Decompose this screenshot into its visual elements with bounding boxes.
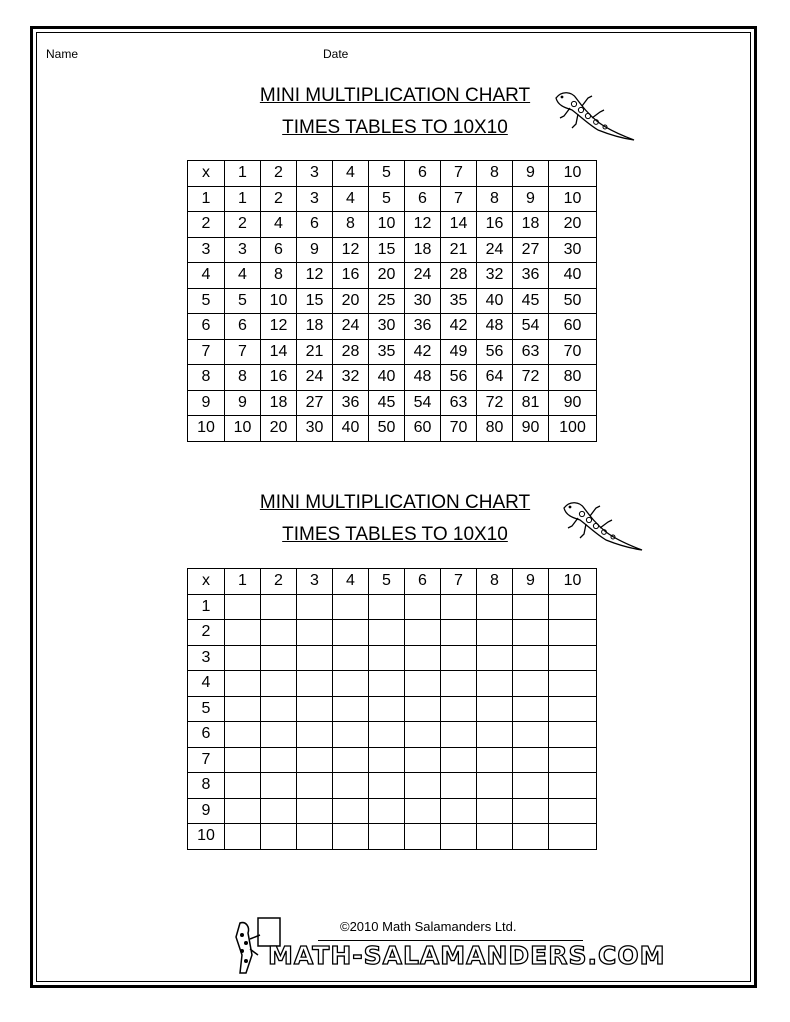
- table-cell: [333, 645, 369, 671]
- table-cell: 6: [261, 237, 297, 263]
- row-header-cell: 2: [188, 212, 225, 238]
- table-cell: 40: [369, 365, 405, 391]
- table-cell: 1: [225, 186, 261, 212]
- table-cell: [513, 798, 549, 824]
- row-header-cell: 7: [188, 747, 225, 773]
- header-cell: 7: [441, 161, 477, 187]
- table-row: [188, 747, 597, 773]
- table-cell: 70: [441, 416, 477, 442]
- table-cell: [225, 671, 261, 697]
- table-cell: 4: [225, 263, 261, 289]
- table-cell: 81: [513, 390, 549, 416]
- table-cell: 15: [297, 288, 333, 314]
- table-cell: 24: [333, 314, 369, 340]
- table-row: [188, 416, 597, 442]
- table-cell: [297, 620, 333, 646]
- table-cell: 30: [405, 288, 441, 314]
- site-logo-text: MATH-SALAMANDERS.COM: [268, 941, 666, 970]
- table-cell: 21: [297, 339, 333, 365]
- table-cell: 3: [225, 237, 261, 263]
- table-cell: [297, 773, 333, 799]
- table-cell: [333, 620, 369, 646]
- table-cell: 18: [297, 314, 333, 340]
- table-cell: 50: [549, 288, 597, 314]
- table-cell: 8: [477, 186, 513, 212]
- table-cell: [369, 798, 405, 824]
- table-cell: 8: [261, 263, 297, 289]
- table-cell: [261, 798, 297, 824]
- table-cell: 12: [297, 263, 333, 289]
- table-cell: 90: [549, 390, 597, 416]
- chart2-title: MINI MULTIPLICATION CHART: [259, 492, 531, 513]
- table-cell: 24: [477, 237, 513, 263]
- table-row: [188, 798, 597, 824]
- table-cell: 35: [441, 288, 477, 314]
- table-cell: [513, 747, 549, 773]
- table-cell: 12: [405, 212, 441, 238]
- table-cell: [297, 645, 333, 671]
- table-cell: 54: [513, 314, 549, 340]
- chart2-table: [187, 568, 597, 850]
- table-cell: [369, 722, 405, 748]
- table-cell: [513, 645, 549, 671]
- table-cell: 15: [369, 237, 405, 263]
- table-cell: 50: [369, 416, 405, 442]
- table-row: [188, 671, 597, 697]
- copyright-text: ©2010 Math Salamanders Ltd.: [340, 919, 517, 934]
- table-row: [188, 161, 597, 187]
- table-cell: [549, 645, 597, 671]
- table-cell: 60: [549, 314, 597, 340]
- table-row: [188, 288, 597, 314]
- table-cell: [225, 747, 261, 773]
- header-cell: 6: [405, 569, 441, 595]
- table-cell: 42: [405, 339, 441, 365]
- table-cell: [513, 594, 549, 620]
- table-cell: 7: [225, 339, 261, 365]
- header-cell: x: [188, 569, 225, 595]
- table-cell: [225, 645, 261, 671]
- table-cell: 20: [549, 212, 597, 238]
- header-cell: 2: [261, 569, 297, 595]
- table-cell: 40: [477, 288, 513, 314]
- header-cell: 4: [333, 161, 369, 187]
- row-header-cell: 6: [188, 314, 225, 340]
- table-row: [188, 722, 597, 748]
- table-cell: [549, 824, 597, 850]
- table-cell: [333, 798, 369, 824]
- row-header-cell: 6: [188, 722, 225, 748]
- table-cell: 18: [513, 212, 549, 238]
- table-cell: [477, 722, 513, 748]
- table-cell: [297, 594, 333, 620]
- table-cell: 10: [225, 416, 261, 442]
- name-label: Name: [46, 47, 79, 61]
- table-cell: 24: [405, 263, 441, 289]
- table-row: [188, 824, 597, 850]
- table-cell: 16: [477, 212, 513, 238]
- header-cell: x: [188, 161, 225, 187]
- table-cell: [441, 773, 477, 799]
- header-cell: 10: [549, 161, 597, 187]
- table-cell: [297, 824, 333, 850]
- table-cell: 40: [549, 263, 597, 289]
- table-cell: [477, 798, 513, 824]
- table-cell: [333, 594, 369, 620]
- table-row: [188, 212, 597, 238]
- table-cell: [477, 773, 513, 799]
- table-cell: [333, 773, 369, 799]
- table-cell: [369, 620, 405, 646]
- table-row: [188, 569, 597, 595]
- table-cell: [369, 594, 405, 620]
- row-header-cell: 1: [188, 186, 225, 212]
- table-row: [188, 263, 597, 289]
- header-cell: 9: [513, 161, 549, 187]
- table-cell: [441, 747, 477, 773]
- table-cell: 48: [477, 314, 513, 340]
- salamander-icon: [556, 494, 646, 554]
- table-cell: 54: [405, 390, 441, 416]
- table-cell: [441, 671, 477, 697]
- table-cell: 3: [297, 186, 333, 212]
- table-cell: [477, 747, 513, 773]
- table-cell: [405, 620, 441, 646]
- table-cell: 36: [333, 390, 369, 416]
- row-header-cell: 3: [188, 237, 225, 263]
- table-cell: [513, 696, 549, 722]
- row-header-cell: 10: [188, 416, 225, 442]
- table-cell: [441, 620, 477, 646]
- table-cell: [513, 620, 549, 646]
- table-cell: [333, 824, 369, 850]
- table-cell: [441, 594, 477, 620]
- table-row: [188, 773, 597, 799]
- table-cell: 10: [369, 212, 405, 238]
- table-cell: [405, 773, 441, 799]
- row-header-cell: 5: [188, 288, 225, 314]
- table-cell: 16: [333, 263, 369, 289]
- table-cell: [369, 696, 405, 722]
- row-header-cell: 8: [188, 365, 225, 391]
- table-cell: [261, 747, 297, 773]
- table-cell: [405, 594, 441, 620]
- table-cell: 9: [297, 237, 333, 263]
- table-cell: [261, 773, 297, 799]
- table-cell: [549, 722, 597, 748]
- header-cell: 10: [549, 569, 597, 595]
- header-cell: 7: [441, 569, 477, 595]
- chart1-table: [187, 160, 597, 442]
- table-cell: 80: [477, 416, 513, 442]
- table-cell: 40: [333, 416, 369, 442]
- table-cell: 21: [441, 237, 477, 263]
- table-cell: 6: [297, 212, 333, 238]
- table-cell: [477, 696, 513, 722]
- table-cell: [369, 671, 405, 697]
- table-cell: 4: [261, 212, 297, 238]
- table-cell: [225, 594, 261, 620]
- table-cell: 100: [549, 416, 597, 442]
- header-cell: 5: [369, 161, 405, 187]
- table-cell: 70: [549, 339, 597, 365]
- table-cell: 20: [369, 263, 405, 289]
- table-cell: 18: [261, 390, 297, 416]
- table-cell: 8: [333, 212, 369, 238]
- table-cell: [549, 773, 597, 799]
- table-cell: 45: [369, 390, 405, 416]
- table-cell: [405, 747, 441, 773]
- date-label: Date: [323, 47, 349, 61]
- table-cell: 63: [513, 339, 549, 365]
- table-cell: 10: [261, 288, 297, 314]
- row-header-cell: 8: [188, 773, 225, 799]
- table-cell: 9: [225, 390, 261, 416]
- table-cell: [441, 798, 477, 824]
- header-cell: 3: [297, 569, 333, 595]
- table-cell: 10: [549, 186, 597, 212]
- table-row: [188, 645, 597, 671]
- table-cell: [405, 645, 441, 671]
- table-cell: 5: [225, 288, 261, 314]
- table-cell: 9: [513, 186, 549, 212]
- table-cell: [333, 696, 369, 722]
- table-cell: 25: [369, 288, 405, 314]
- table-cell: 2: [225, 212, 261, 238]
- table-cell: 27: [513, 237, 549, 263]
- row-header-cell: 1: [188, 594, 225, 620]
- table-cell: [405, 696, 441, 722]
- table-cell: 14: [441, 212, 477, 238]
- table-cell: [477, 671, 513, 697]
- row-header-cell: 2: [188, 620, 225, 646]
- table-cell: 72: [513, 365, 549, 391]
- row-header-cell: 5: [188, 696, 225, 722]
- table-cell: 12: [333, 237, 369, 263]
- chart2-subtitle: TIMES TABLES TO 10X10: [282, 524, 508, 545]
- row-header-cell: 4: [188, 263, 225, 289]
- table-cell: [549, 696, 597, 722]
- table-cell: 4: [333, 186, 369, 212]
- table-row: [188, 186, 597, 212]
- table-cell: [405, 798, 441, 824]
- table-cell: [549, 747, 597, 773]
- header-cell: 1: [225, 161, 261, 187]
- table-cell: 30: [549, 237, 597, 263]
- table-cell: [369, 824, 405, 850]
- table-cell: [261, 696, 297, 722]
- header-cell: 9: [513, 569, 549, 595]
- table-cell: [405, 824, 441, 850]
- table-cell: [441, 696, 477, 722]
- table-row: [188, 620, 597, 646]
- table-cell: 56: [441, 365, 477, 391]
- table-cell: 6: [225, 314, 261, 340]
- table-row: [188, 237, 597, 263]
- table-cell: [225, 798, 261, 824]
- table-cell: [297, 696, 333, 722]
- table-cell: [513, 722, 549, 748]
- table-cell: 32: [477, 263, 513, 289]
- table-cell: 2: [261, 186, 297, 212]
- row-header-cell: 9: [188, 798, 225, 824]
- chart1-subtitle: TIMES TABLES TO 10X10: [282, 117, 508, 138]
- table-cell: [513, 824, 549, 850]
- table-cell: [333, 722, 369, 748]
- table-cell: [513, 773, 549, 799]
- table-cell: 35: [369, 339, 405, 365]
- table-cell: 30: [369, 314, 405, 340]
- table-cell: [549, 798, 597, 824]
- header-cell: 3: [297, 161, 333, 187]
- table-cell: [549, 594, 597, 620]
- table-cell: [405, 671, 441, 697]
- table-cell: 14: [261, 339, 297, 365]
- table-cell: [333, 671, 369, 697]
- table-cell: 8: [225, 365, 261, 391]
- table-cell: 7: [441, 186, 477, 212]
- table-cell: [261, 594, 297, 620]
- table-row: [188, 339, 597, 365]
- table-row: [188, 594, 597, 620]
- table-row: [188, 696, 597, 722]
- table-cell: [225, 773, 261, 799]
- table-cell: [477, 824, 513, 850]
- table-cell: 12: [261, 314, 297, 340]
- table-cell: 36: [405, 314, 441, 340]
- table-cell: [333, 747, 369, 773]
- table-cell: 72: [477, 390, 513, 416]
- header-cell: 8: [477, 569, 513, 595]
- table-cell: 30: [297, 416, 333, 442]
- table-cell: 32: [333, 365, 369, 391]
- header-cell: 5: [369, 569, 405, 595]
- table-cell: 56: [477, 339, 513, 365]
- table-cell: [549, 620, 597, 646]
- table-cell: [513, 671, 549, 697]
- table-cell: 60: [405, 416, 441, 442]
- table-row: [188, 390, 597, 416]
- table-cell: 20: [261, 416, 297, 442]
- table-cell: [549, 671, 597, 697]
- table-cell: [369, 747, 405, 773]
- row-header-cell: 7: [188, 339, 225, 365]
- table-cell: [297, 722, 333, 748]
- table-cell: [441, 722, 477, 748]
- table-cell: [225, 824, 261, 850]
- table-cell: 36: [513, 263, 549, 289]
- table-cell: 45: [513, 288, 549, 314]
- table-cell: [261, 620, 297, 646]
- table-cell: 90: [513, 416, 549, 442]
- chart1-title: MINI MULTIPLICATION CHART: [259, 85, 531, 106]
- table-cell: 6: [405, 186, 441, 212]
- salamander-icon: [548, 84, 638, 144]
- table-cell: [297, 798, 333, 824]
- header-cell: 2: [261, 161, 297, 187]
- table-cell: [297, 671, 333, 697]
- header-cell: 1: [225, 569, 261, 595]
- row-header-cell: 4: [188, 671, 225, 697]
- table-cell: [441, 824, 477, 850]
- table-cell: [261, 824, 297, 850]
- table-cell: 18: [405, 237, 441, 263]
- table-cell: 48: [405, 365, 441, 391]
- table-row: [188, 365, 597, 391]
- table-cell: [369, 773, 405, 799]
- table-cell: [297, 747, 333, 773]
- table-cell: 42: [441, 314, 477, 340]
- table-cell: 64: [477, 365, 513, 391]
- table-cell: [261, 671, 297, 697]
- table-cell: 49: [441, 339, 477, 365]
- header-cell: 4: [333, 569, 369, 595]
- header-cell: 6: [405, 161, 441, 187]
- table-cell: 63: [441, 390, 477, 416]
- table-cell: 16: [261, 365, 297, 391]
- table-row: [188, 314, 597, 340]
- header-cell: 8: [477, 161, 513, 187]
- table-cell: [225, 696, 261, 722]
- table-cell: [225, 620, 261, 646]
- table-cell: 24: [297, 365, 333, 391]
- table-cell: 80: [549, 365, 597, 391]
- table-cell: 28: [441, 263, 477, 289]
- row-header-cell: 10: [188, 824, 225, 850]
- table-cell: 28: [333, 339, 369, 365]
- table-cell: 20: [333, 288, 369, 314]
- table-cell: [477, 645, 513, 671]
- table-cell: 27: [297, 390, 333, 416]
- table-cell: [261, 722, 297, 748]
- table-cell: [477, 620, 513, 646]
- table-cell: [405, 722, 441, 748]
- table-cell: [225, 722, 261, 748]
- row-header-cell: 3: [188, 645, 225, 671]
- table-cell: [477, 594, 513, 620]
- table-cell: [261, 645, 297, 671]
- row-header-cell: 9: [188, 390, 225, 416]
- table-cell: [441, 645, 477, 671]
- table-cell: [369, 645, 405, 671]
- table-cell: 5: [369, 186, 405, 212]
